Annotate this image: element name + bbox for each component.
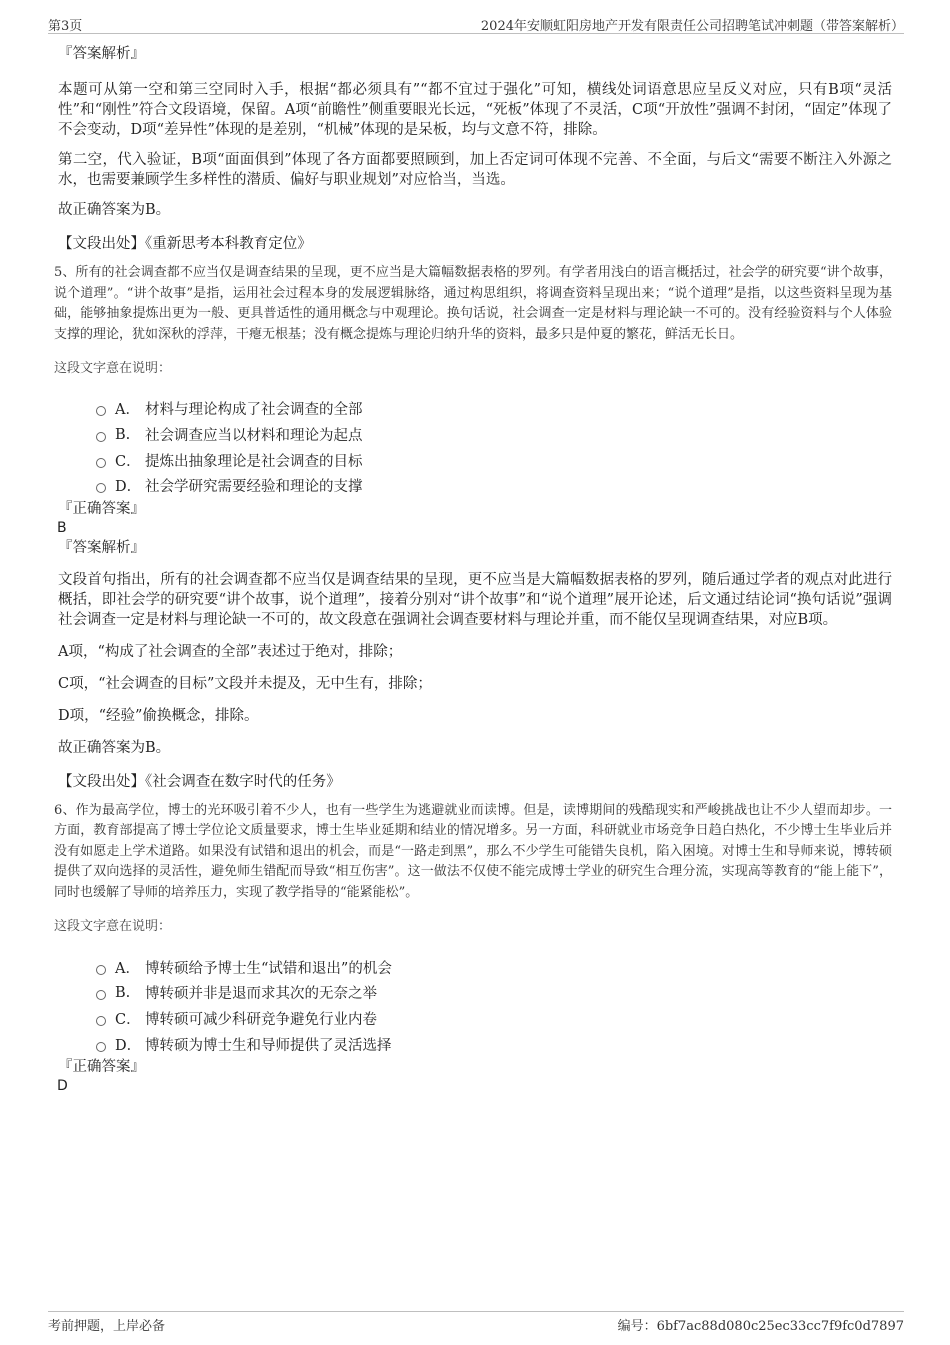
radio-icon[interactable] [96,1042,106,1052]
radio-icon[interactable] [96,406,106,416]
option-b[interactable]: B. 博转硕并非是退而求其次的无奈之举 [96,980,892,1006]
answer-label: 『正确答案』 [58,1059,145,1075]
question-prompt: 这段文字意在说明： [54,919,172,935]
analysis-paragraph: D项，“经验”偷换概念，排除。 [58,707,259,724]
analysis-paragraph: 第二空，代入验证，B项“面面俱到”体现了各方面都要照顾到，加上否定词可体现不完善、不全面，与后文“需要不断注入外源之水，也需要兼顾学生多样性的潜质、偏好与职业规划”对应恰当，当选。 [58,152,892,188]
radio-icon[interactable] [96,483,106,493]
analysis-label: 『答案解析』 [58,539,145,556]
option-c[interactable]: C． 提炼出抽象理论是社会调查的目标 [96,447,892,473]
analysis-paragraph: C项，“社会调查的目标”文段并未提及，无中生有，排除； [58,675,432,692]
question-prompt: 这段文字意在说明： [54,361,172,376]
correct-answer: B [57,519,67,536]
question-6 [56,801,892,1096]
document-title: 2024年安顺虹阳房地产开发有限责任公司招聘笔试冲刺题（带答案解析） [480,19,904,34]
question-text: 6、作为最高学位，博士的光环吸引着不少人，也有一些学生为逃避就业而读博。但是，读博期间的残酷现实和严峻挑战也让不少人望而却步。一方面，教育部提高了博士学位论文质量要求，博士生毕业延期和结业的情况增多。另一方面，科研就业市场竞争日趋白热化，不少博士生毕业后并没有如愿走上学术道路。如果没有试错和退出的机会，而是“一路走到黑”，那么不少学生可能错失良机，陷入困境。对博士生和导师来说，博转硕提供了双向选择的灵活性，避免师生错配而导致“相互伤害”。这一做法不仅使不能完成博士学业的研究生合理分流，实现高等教育的“能上能下”，同时也缓解了导师的培养压力，实现了教学指导的“能紧能松”。 [54,802,892,900]
document-body [56,44,892,1096]
answer-label: 『正确答案』 [58,500,145,517]
analysis-paragraph: 故正确答案为B。 [58,739,171,756]
correct-answer: D [57,1078,68,1094]
option-a[interactable]: A． 材料与理论构成了社会调查的全部 [96,396,892,422]
option-list [96,954,892,1057]
radio-icon[interactable] [96,965,106,975]
analysis-paragraph: A项，“构成了社会调查的全部”表述过于绝对，排除； [58,643,403,660]
source-citation: 【文段出处】《重新思考本科教育定位》 [58,236,312,252]
document-id: 编号：6bf7ac88d080c25ec33cc7f9fc0d7897 [617,1319,904,1334]
option-b[interactable]: B. 社会调查应当以材料和理论为起点 [96,422,892,448]
page-header [48,14,904,34]
radio-icon[interactable] [96,432,106,442]
option-d[interactable]: D． 博转硕为博士生和导师提供了灵活选择 [96,1031,892,1057]
question-text: 5、所有的社会调查都不应当仅是调查结果的呈现，更不应当是大篇幅数据表格的罗列。有学者用浅白的语言概括过，社会学的研究要“讲个故事，说个道理”。“讲个故事”是指，运用社会过程本身的发展逻辑脉络，通过构思组织，将调查资料呈现出来；“说个道理”是指，以这些资料呈现为基础，能够抽象提炼出更为一般、更具普适性的通用概念与中观理论。换句话说，社会调查一定是材料与理论缺一不可的。没有经验资料与个人体验支撑的理论，犹如深秋的浮萍，干瘪无根基；没有概念提炼与理论归纳升华的资料，最多只是仲夏的繁花，鲜活无长日。 [54,265,892,342]
analysis-paragraph: 本题可从第一空和第三空同时入手，根据“都必须具有”“都不宜过于强化”可知，横线处词语意思应呈反义对应，只有B项“灵活性”和“刚性”符合文段语境，保留。A项“前瞻性”侧重要眼光长远，“死板”体现了不灵活，C项“开放性”强调不封闭，“固定”体现了不会变动，D项“差异性”体现的是差别，“机械”体现的是呆板，均与文意不符，排除。 [58,82,892,138]
option-a[interactable]: A． 博转硕给予博士生“试错和退出”的机会 [96,954,892,980]
analysis-paragraph: 故正确答案为B。 [58,202,171,218]
analysis-label: 『答案解析』 [58,46,145,62]
radio-icon[interactable] [96,458,106,468]
option-d[interactable]: D． 社会学研究需要经验和理论的支撑 [96,473,892,499]
footer-slogan: 考前押题，上岸必备 [48,1319,166,1334]
page-footer [48,1311,904,1332]
source-citation: 【文段出处】《社会调查在数字时代的任务》 [58,773,341,790]
analysis-paragraph: 文段首句指出，所有的社会调查都不应当仅是调查结果的呈现，更不应当是大篇幅数据表格的罗列，随后通过学者的观点对此进行概括，即社会学的研究要“讲个故事，说个道理”，接着分别对“讲个故事”和“说个道理”展开论述，后文通过结论词“换句话说”强调社会调查一定是材料与理论缺一不可的，故文段意在强调社会调查要材料与理论并重，而不能仅呈现调查结果，对应B项。 [58,571,892,628]
radio-icon[interactable] [96,1016,106,1026]
option-list [96,396,892,499]
radio-icon[interactable] [96,990,106,1000]
page-number: 第3页 [48,19,83,34]
option-c[interactable]: C． 博转硕可减少科研竞争避免行业内卷 [96,1006,892,1032]
question-5 [56,263,892,791]
q4-analysis [56,44,892,253]
